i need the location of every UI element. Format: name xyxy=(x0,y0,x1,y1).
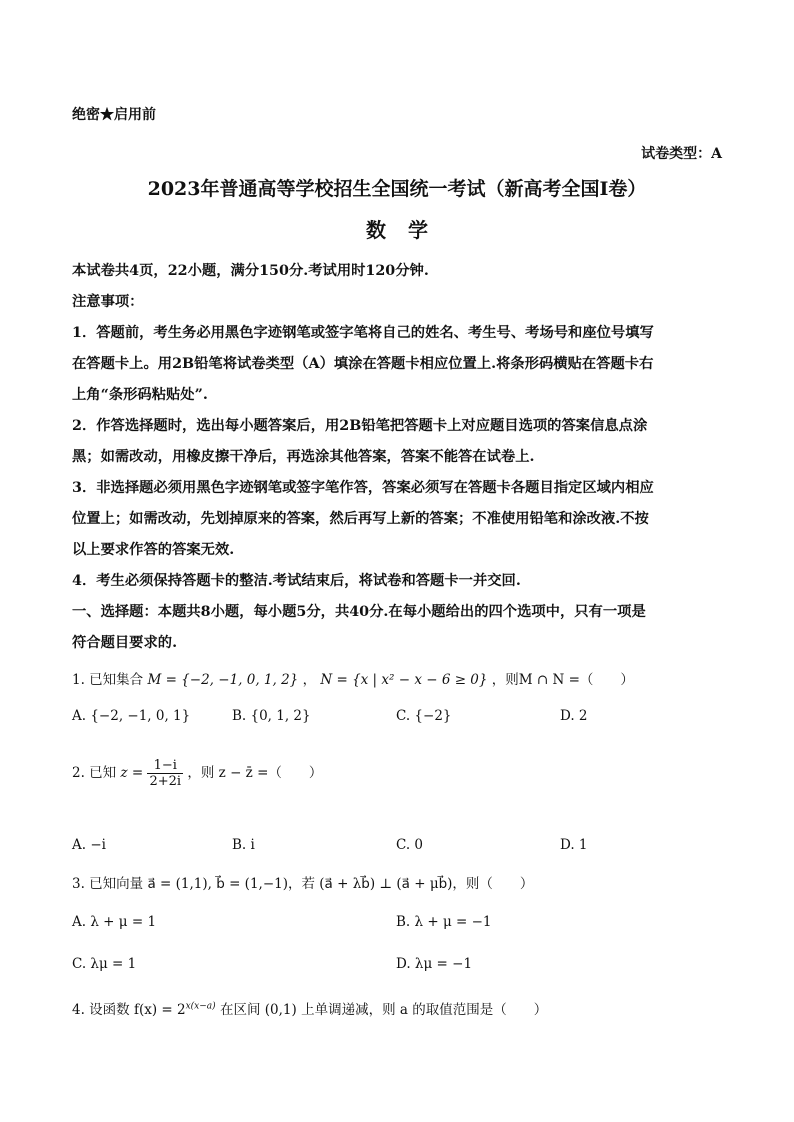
note-3-line-2: 位置上；如需改动，先划掉原来的答案，然后再写上新的答案；不准使用铅笔和涂改液.不按 xyxy=(72,511,649,527)
note-4: 4．考生必须保持答题卡的整洁.考试结束后，将试卷和答题卡一并交回. xyxy=(72,573,521,589)
q2-option-c[interactable]: C. 0 xyxy=(396,837,424,853)
question-1 xyxy=(72,668,634,688)
q1-option-c[interactable]: C. {−2} xyxy=(396,708,452,724)
q3-option-d[interactable]: D. λμ = −1 xyxy=(396,956,473,972)
note-3-line-1: 3．非选择题必须用黑色字迹钢笔或签字笔作答，答案必须写在答题卡各题目指定区域内相应 xyxy=(72,480,654,496)
q2-fraction xyxy=(147,758,183,789)
note-2-line-2: 黑；如需改动，用橡皮擦干净后，再选涂其他答案，答案不能答在试卷上. xyxy=(72,449,535,465)
q2-prefix: 2. 已知 xyxy=(72,765,117,781)
exam-summary: 本试卷共4页，22小题，满分150分.考试用时120分钟. xyxy=(72,263,429,279)
question-2 xyxy=(72,758,322,789)
q2-z-eq: z = xyxy=(120,765,144,781)
q2-option-d[interactable]: D. 1 xyxy=(560,837,588,853)
note-1-line-1: 1．答题前，考生务必用黑色字迹钢笔或签字笔将自己的姓名、考生号、考场号和座位号填写 xyxy=(72,325,654,341)
note-1-line-3: 上角“条形码粘贴处”. xyxy=(72,387,208,403)
q1-option-d[interactable]: D. 2 xyxy=(560,708,588,724)
q1-prefix: 1. 已知集合 xyxy=(72,672,144,688)
question-4 xyxy=(72,998,547,1018)
q1-option-a[interactable]: A. {−2, −1, 0, 1} xyxy=(72,708,191,724)
q2-option-b[interactable]: B. i xyxy=(232,837,255,853)
notes-heading: 注意事项： xyxy=(72,294,144,310)
q2-numerator: 1−i xyxy=(147,758,183,774)
question-3: 3. 已知向量 a⃗ = (1,1), b⃗ = (1,−1)，若 (a⃗ + λb⃗) ⊥ (a⃗ + μb⃗)，则（ ） xyxy=(72,876,534,892)
note-3-line-3: 以上要求作答的答案无效. xyxy=(72,542,235,558)
q1-set-n: N = {x | x² − x − 6 ≥ 0} xyxy=(320,672,488,688)
q4-text-before: 4. 设函数 f(x) = 2 xyxy=(72,1002,186,1018)
q1-set-m: M = {−2, −1, 0, 1, 2} xyxy=(147,672,299,688)
q2-denominator: 2+2i xyxy=(149,774,182,789)
q3-option-a[interactable]: A. λ + μ = 1 xyxy=(72,914,157,930)
section-1-heading: 一、选择题：本题共8小题，每小题5分，共40分.在每小题给出的四个选项中，只有一项是 xyxy=(72,604,646,620)
note-2-line-1: 2．作答选择题时，选出每小题答案后，用2B铅笔把答题卡上对应题目选项的答案信息点涂 xyxy=(72,418,648,434)
q4-text-after: 在区间 (0,1) 上单调递减，则 a 的取值范围是（ ） xyxy=(215,1002,548,1018)
q1-comma: ， xyxy=(302,672,317,688)
paper-type-label: 试卷类型：A xyxy=(641,146,722,162)
q1-option-b[interactable]: B. {0, 1, 2} xyxy=(232,708,311,724)
q4-exponent: x(x−a) xyxy=(185,1001,216,1012)
q3-option-c[interactable]: C. λμ = 1 xyxy=(72,956,137,972)
subject-title: 数学 xyxy=(366,218,450,242)
confidential-label: 绝密★启用前 xyxy=(72,107,156,123)
exam-title: 2023年普通高等学校招生全国统一考试（新高考全国Ⅰ卷） xyxy=(147,178,647,200)
note-1-line-2: 在答题卡上。用2B铅笔将试卷类型（A）填涂在答题卡相应位置上.将条形码横贴在答题卡右 xyxy=(72,356,654,372)
q1-ask: ，则M ∩ N =（ ） xyxy=(491,672,634,688)
q2-option-a[interactable]: A. −i xyxy=(72,837,106,853)
q3-option-b[interactable]: B. λ + μ = −1 xyxy=(396,914,492,930)
section-1-heading-cont: 符合题目要求的. xyxy=(72,635,178,651)
q2-ask: ，则 z − z̄ =（ ） xyxy=(187,765,323,781)
